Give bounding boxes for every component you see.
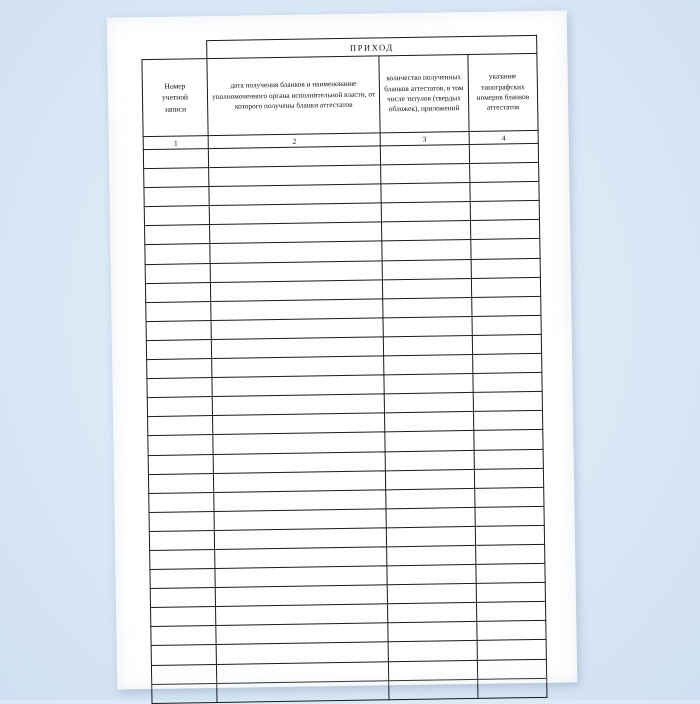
table-column-header-row (142, 53, 538, 136)
table-cell (150, 569, 215, 589)
table-cell (147, 397, 212, 417)
table-cell (145, 263, 210, 283)
table-cell (143, 149, 208, 169)
column-header-quantity-received: количество полученных бланков аттестатов, в том числе титулов (твердых обложек), приложений (379, 54, 469, 132)
table-cell (148, 454, 213, 474)
table-cell (475, 487, 544, 507)
table-cell (387, 584, 476, 604)
table-cell (382, 259, 471, 279)
column-header-record-number (142, 59, 208, 137)
table-cell (387, 603, 476, 623)
table-cell (385, 450, 474, 470)
table-cell (380, 144, 469, 164)
table-cell (381, 221, 470, 241)
table-cell (147, 359, 212, 379)
table-cell (382, 278, 471, 298)
table-cell (471, 258, 540, 278)
column-header-record-number-line3: записи (164, 104, 186, 113)
table-cell (385, 469, 474, 489)
column-number-1: 1 (143, 136, 208, 150)
table-cell (146, 320, 211, 340)
table-cell (145, 225, 210, 245)
column-number-3: 3 (380, 131, 469, 145)
table-cell (149, 492, 214, 512)
table-cell (470, 182, 539, 202)
table-cell (383, 297, 472, 317)
table-cell (473, 392, 542, 412)
table-cell (387, 545, 476, 565)
table-cell (475, 525, 544, 545)
table-cell (144, 168, 209, 188)
document-content (141, 35, 547, 661)
table-cell (148, 435, 213, 455)
table-cell (150, 588, 215, 608)
table-cell (474, 430, 543, 450)
table-cell (381, 202, 470, 222)
ledger-table (141, 35, 547, 704)
table-cell (470, 220, 539, 240)
table-cell (151, 626, 216, 646)
table-cell (471, 239, 540, 259)
table-cell (152, 683, 217, 703)
table-cell (384, 412, 473, 432)
table-cell (384, 374, 473, 394)
table-cell (150, 549, 215, 569)
ledger-rows (143, 143, 547, 703)
table-cell (145, 244, 210, 264)
table-cell (474, 468, 543, 488)
table-cell (385, 431, 474, 451)
table-cell (146, 339, 211, 359)
table-cell (144, 187, 209, 207)
table-cell (149, 530, 214, 550)
table-cell (389, 679, 478, 699)
table-cell (476, 582, 545, 602)
table-cell (476, 563, 545, 583)
column-number-4: 4 (469, 130, 538, 144)
table-cell (151, 664, 216, 684)
table-cell (472, 315, 541, 335)
table-cell (472, 334, 541, 354)
table-cell (469, 162, 538, 182)
table-cell (475, 544, 544, 564)
table-cell (381, 183, 470, 203)
table-cell (473, 372, 542, 392)
table-cell (386, 507, 475, 527)
table-cell (217, 680, 389, 702)
table-cell (477, 621, 546, 641)
table-cell (478, 678, 547, 698)
table-cell (477, 659, 546, 679)
table-cell (383, 316, 472, 336)
table-cell (147, 378, 212, 398)
table-cell (148, 416, 213, 436)
table-cell (381, 164, 470, 184)
table-cell (388, 622, 477, 642)
table-cell (387, 564, 476, 584)
table-cell (386, 526, 475, 546)
column-header-receipt-date-and-authority: дата получения бланков и наименование уполномоченного органа исполнительной власти, от которого получены бланки аттестатов (207, 56, 380, 136)
table-cell (145, 282, 210, 302)
table-cell (473, 411, 542, 431)
table-cell (472, 296, 541, 316)
table-cell (382, 240, 471, 260)
table-cell (388, 660, 477, 680)
table-cell (476, 602, 545, 622)
table-cell (146, 301, 211, 321)
table-cell (384, 393, 473, 413)
column-number-2: 2 (208, 133, 380, 149)
table-cell (388, 641, 477, 661)
table-cell (384, 354, 473, 374)
table-cell (471, 277, 540, 297)
table-cell (148, 473, 213, 493)
table-cell (469, 143, 538, 163)
table-cell (477, 640, 546, 660)
table-cell (474, 449, 543, 469)
document-sheet (107, 10, 577, 689)
table-cell (149, 511, 214, 531)
table-cell (151, 607, 216, 627)
table-cell (475, 506, 544, 526)
column-header-typographic-numbers: указание типографских номеров бланков аттестатов (468, 53, 538, 131)
column-header-record-number-line1: Номер (164, 82, 185, 91)
table-cell (383, 335, 472, 355)
table-cell (144, 206, 209, 226)
table-cell (470, 201, 539, 221)
table-cell (151, 645, 216, 665)
column-header-record-number-line2: учетной (162, 93, 188, 102)
table-cell (472, 353, 541, 373)
empty-corner-cell (142, 41, 207, 60)
group-header-prihod: ПРИХОД (207, 35, 537, 58)
table-cell (386, 488, 475, 508)
